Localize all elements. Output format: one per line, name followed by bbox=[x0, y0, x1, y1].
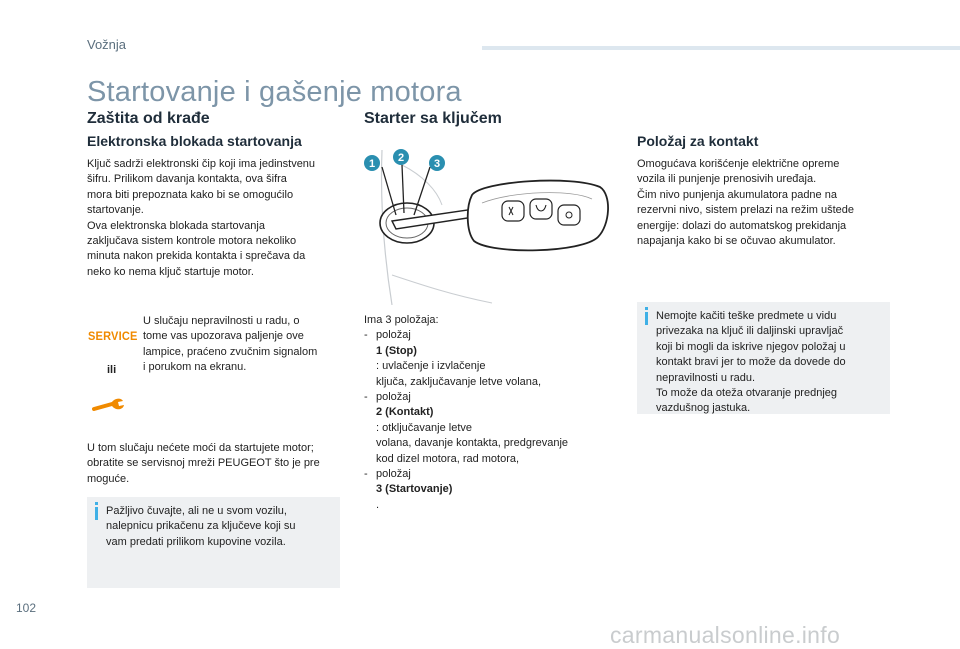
heavy-objects-note-text: Nemojte kačiti teške predmete u vidu privezaka na ključ ili daljinski upravljač koji bi mogli da iskrive njegov položaj u kontakt bravi jer to može da dovede do nepravilnosti u radu. To može da oteža otvaranje prednjeg vazdušnog jastuka. bbox=[656, 310, 846, 415]
wrench-icon bbox=[92, 397, 126, 418]
theft-heading: Zaštita od krađe bbox=[87, 110, 210, 127]
immobiliser-heading: Elektronska blokada startovanja bbox=[87, 133, 302, 149]
heavy-objects-note bbox=[637, 302, 890, 414]
page-number: 102 bbox=[16, 601, 37, 615]
position-1: - položaj 1 (Stop) : uvlačenje i izvlačenje ključa, zaključavanje letve volana, bbox=[364, 329, 542, 388]
key-starter-heading: Starter sa ključem bbox=[364, 110, 502, 127]
key-label-note bbox=[87, 497, 340, 588]
immobiliser-text: Ključ sadrži elektronski čip koji ima jedinstvenu šifru. Prilikom davanja kontakta, ova šifra mora biti prepoznata kako bi se omogućilo startovanje. Ova elektronska blokada startovanja zaključava sistem kontrole motora nekoliko minuta nakon prekida kontakta i sprečava da neko ko nema ključ startuje motor. bbox=[87, 158, 316, 278]
service-warning-icon: SERVICE bbox=[88, 329, 138, 343]
positions-list bbox=[364, 313, 614, 513]
accessory-heading: Položaj za kontakt bbox=[637, 133, 759, 149]
info-icon bbox=[645, 312, 648, 325]
info-icon bbox=[95, 507, 98, 520]
or-label: ili bbox=[107, 364, 117, 376]
badge-3: 3 bbox=[433, 158, 441, 170]
fault-text: U slučaju nepravilnosti u radu, o tome vas upozorava paljenje ove lampice, praćeno zvučnim signalom i porukom na ekranu. bbox=[143, 315, 318, 374]
positions-intro: Ima 3 položaja: bbox=[364, 314, 439, 326]
watermark: carmanualsonline.info bbox=[610, 622, 841, 648]
garage-text: U tom slučaju nećete moći da startujete motor; obratite se servisnoj mreži PEUGEOT što je pre moguće. bbox=[87, 442, 320, 485]
section-tab: Vožnja bbox=[87, 37, 127, 52]
position-2: - položaj 2 (Kontakt) : otključavanje letve volana, davanje kontakta, predgrevanje kod dizel motora, rad motora, bbox=[364, 391, 569, 465]
position-3: - položaj 3 (Startovanje) . bbox=[364, 468, 453, 511]
accessory-text: Omogućava korišćenje električne opreme vozila ili punjenje prenosivih uređaja. Čim nivo punjenja akumulatora padne na rezervni nivo, sistem prelazi na režim uštede energije: dolazi do automatskog prekidanja napajanja kako bi se očuvao akumulator. bbox=[637, 158, 855, 248]
badge-2: 2 bbox=[397, 152, 405, 164]
page-title: Startovanje i gašenje motora bbox=[87, 76, 462, 108]
key-label-note-text: Pažljivo čuvajte, ali ne u svom vozilu, nalepnicu prikačenu za ključeve koji su vam predati prilikom kupovine vozila. bbox=[106, 505, 296, 548]
ignition-illustration bbox=[362, 145, 612, 310]
header-bar bbox=[482, 46, 960, 50]
badge-1: 1 bbox=[368, 158, 376, 170]
